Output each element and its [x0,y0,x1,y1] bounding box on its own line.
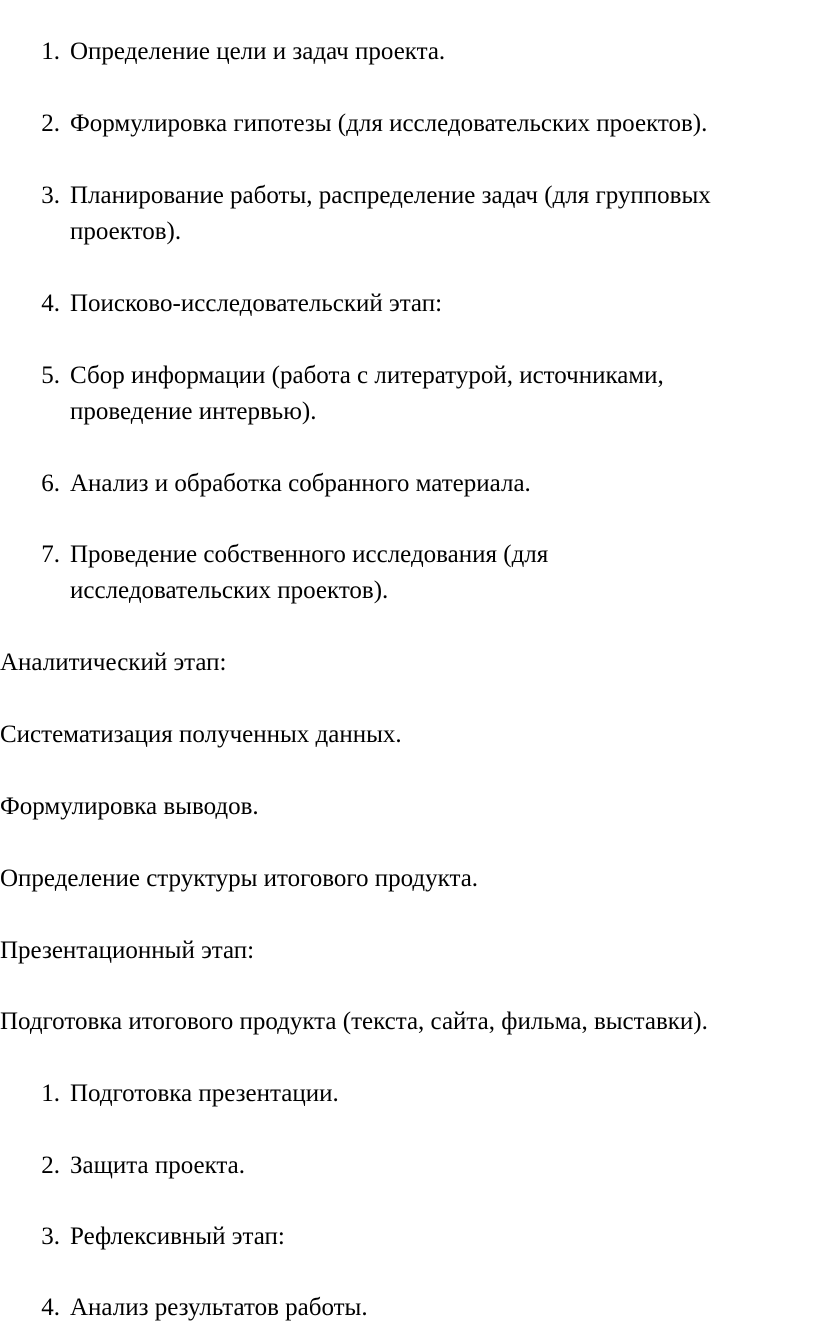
paragraph: Определение структуры итогового продукта. [0,865,479,892]
list-number: 3. [41,1223,60,1250]
list-text: исследовательских проектов). [70,577,389,604]
list-text: Анализ результатов работы. [70,1294,368,1321]
paragraph: Формулировка выводов. [0,793,259,820]
list-number: 1. [41,38,60,65]
list-text: проектов). [70,218,182,245]
list-number: 2. [41,1152,60,1179]
paragraph: Систематизация полученных данных. [0,721,402,748]
list-number: 1. [41,1080,60,1107]
list-text: Рефлексивный этап: [70,1223,285,1250]
list-text: Анализ и обработка собранного материала. [70,470,531,497]
list-number: 6. [41,470,60,497]
paragraph: Аналитический этап: [0,649,227,676]
list-number: 5. [41,362,60,389]
list-text: проведение интервью). [70,398,317,425]
list-text: Формулировка гипотезы (для исследовательских проектов). [70,110,708,137]
list-number: 7. [41,541,60,568]
paragraph: Презентационный этап: [0,937,255,964]
list-text: Определение цели и задач проекта. [70,38,446,65]
list-text: Сбор информации (работа с литературой, источниками, [70,362,664,389]
list-text: Планирование работы, распределение задач (для групповых [70,182,711,209]
list-number: 3. [41,182,60,209]
list-text: Защита проекта. [70,1152,245,1179]
paragraph: Подготовка итогового продукта (текста, сайта, фильма, выставки). [0,1008,708,1035]
list-text: Проведение собственного исследования (для [70,541,549,568]
list-number: 4. [41,1294,60,1321]
list-text: Подготовка презентации. [70,1080,339,1107]
list-number: 2. [41,110,60,137]
list-number: 4. [41,290,60,317]
list-text: Поисково-исследовательский этап: [70,290,443,317]
